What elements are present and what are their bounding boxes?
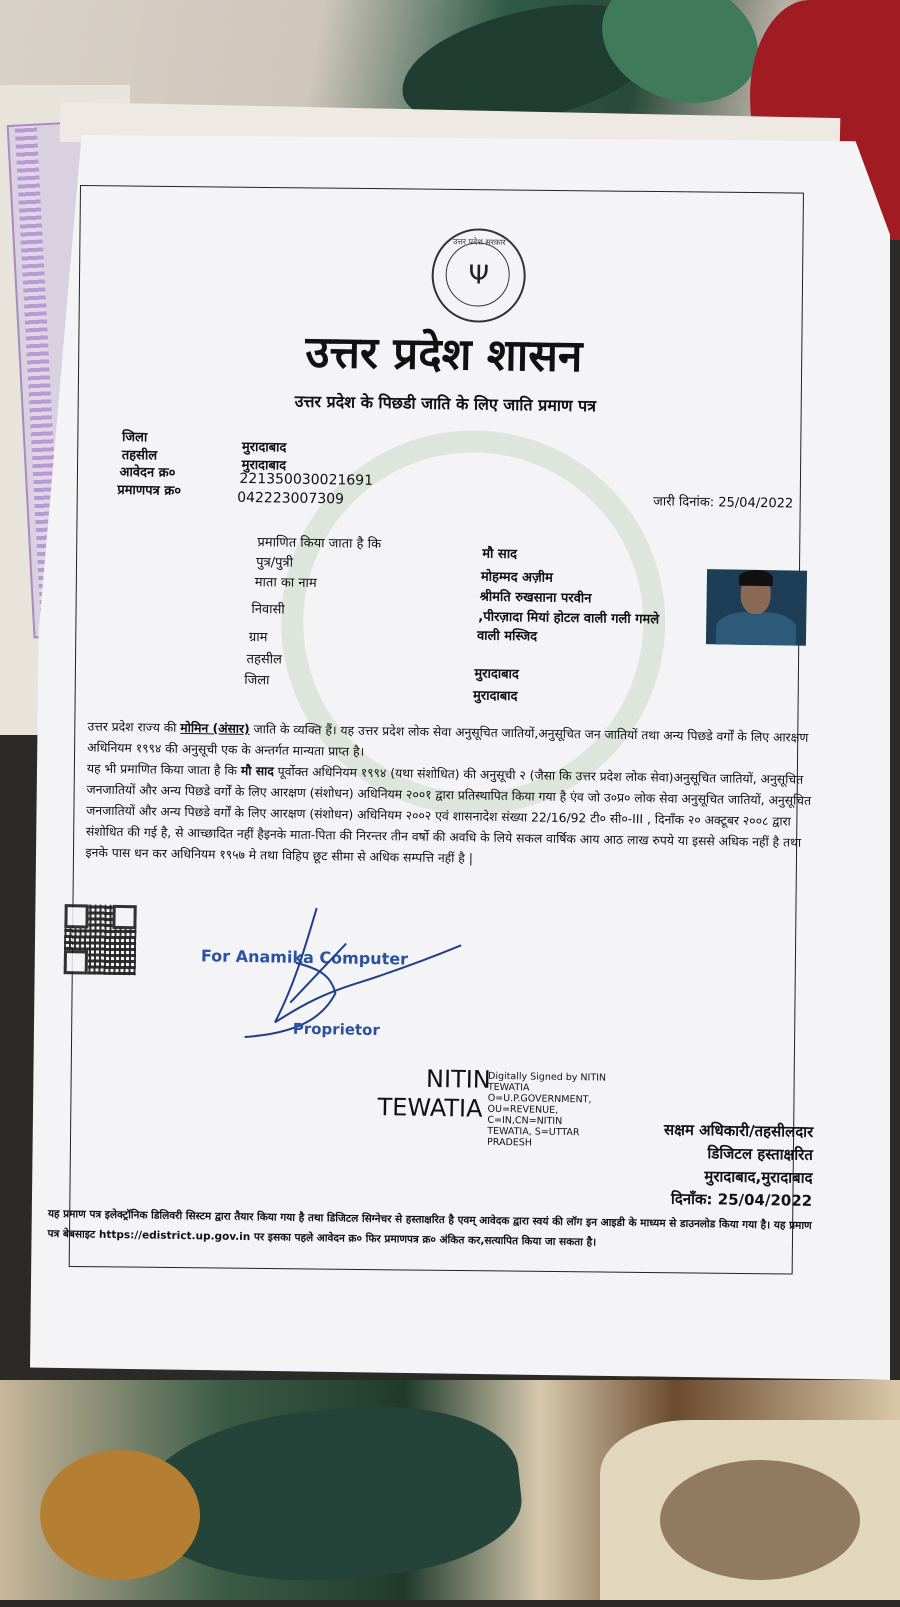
residence-address-line1: ,पीरज़ादा मियां होटल वाली गली गमले [478,609,660,628]
authority-designation: सक्षम अधिकारी/तहसीलदार [663,1120,814,1141]
stamp-proprietor: Proprietor [292,1019,380,1040]
mother-name: श्रीमति रुखसाना परवीन [479,589,592,607]
son-daughter-label: पुत्र/पुत्री [256,555,294,571]
authority-digital-signed: डिजिटल हस्ताक्षरित [707,1144,814,1164]
holder-name-inline: मौ साद [240,763,274,779]
applicant-photo [706,569,807,646]
tehsil-detail-value: मुरादाबाद [474,666,519,683]
footer-note: यह प्रमाण पत्र इलेक्ट्रॉनिक डिलिवरी सिस्टम द्वारा तैयार किया गया है तथा डिजिटल सिग्नेचर से हस्ताक्षरित है एवम् आवेदक द्वारा स्वयं की लॉग इन आइडी के माध्यम से डाउनलोड किया गया है। यह प्रमाण पत्र बेबसाइट https://edistrict.up.gov.in पर इसका पहले आवेदन क्र० फिर प्रमाणपत्र क्र० अंकित कर,सत्यापित किया जा सकता है। [47,1207,812,1249]
issue-date: जारी दिनांक: 25/04/2022 [653,494,794,512]
district-label: जिला [121,429,148,446]
authority-location: मुरादाबाद,मुरादाबाद [704,1167,813,1187]
tehsil-value: मुरादाबाद [241,457,287,474]
village-label: ग्राम [248,629,268,646]
certificate-body [85,716,815,874]
caste-name: मोमिन (अंसार) [180,720,250,737]
state-emblem-icon: उत्तर प्रदेश सरकार Ψ [431,228,526,323]
certificate-subtitle: उत्तर प्रदेश के पिछडी जाति के लिए जाति प्रमाण पत्र [294,391,597,416]
application-number: 221350030021691 [239,470,374,489]
mother-label: माता का नाम [254,575,317,592]
district-detail-value: मुरादाबाद [472,688,518,705]
authority-date: दिनाँक: 25/04/2022 [670,1189,813,1210]
issuing-authority [632,1118,813,1213]
residence-label: निवासी [251,602,285,618]
body-text: यह भी प्रमाणित किया जाता है कि [86,761,242,778]
district-detail-label: जिला [244,672,270,689]
qr-code [64,904,137,975]
application-label: आवेदन क्र० [119,464,176,481]
holder-name: मौ साद [482,546,518,563]
body-text: उत्तर प्रदेश राज्य की [87,719,181,735]
stamp-for-text: For Anamika Computer [200,946,409,969]
signer-name-first: NITIN [425,1064,491,1094]
body-text: पूर्वोक्त अधिनियम १९९४ (यथा संशोधित) की अनुसूची २ (जैसा कि उत्तर प्रदेश लोक सेवा)अनुसूचित जातियों, अनुसूचित जनजातियों और अन्य पिछडे वर्गों के लिए आरक्षण (संशोधन) अधिनियम २००१ द्वारा प्रतिस्थापित किया गया है एंव जो उ०प्र० लोक सेवा अनुसूचित जातियों, अनुसूचित जनजातियों और अन्य पिछडे वर्गों के लिए आरक्षण (संशोधन) अधिनियम २००२ एवं शासनादेश संख्या 22/16/92 टी० सी०-III , दिनाँक २० अक्टूबर २००८ द्वारा संशोधित की गई है, से आच्छादित नहीं हैइनके माता-पिता की निरन्तर तीन वर्षो की अवधि के लिये सकल वार्षिक आय आठ लाख रुपये या इससे अधिक नहीं है तथा इनके पास धन कर अधिनियम १९५७ मे तथा विहिप छूट सीमा से अधिक सम्पत्ति नहीं है | [85,764,812,866]
father-name: मोहम्मद अज़ीम [480,569,553,586]
tehsil-label: तहसील [121,447,158,464]
certificate-number-label: प्रमाणपत्र क्र० [117,482,182,499]
tehsil-detail-label: तहसील [246,651,283,668]
certify-label: प्रमाणित किया जाता है कि [257,535,382,553]
residence-address-line2: वाली मस्जिद [476,628,538,645]
body-text: जाति के व्यक्ति हैं। यह उत्तर प्रदेश लोक सेवा अनुसूचित जातियों,अनुसूचित जन जातियों तथा अन्य पिछडे वर्गों के लिए आरक्षण अधिनियम १९९४ की अनुसूची एक के अन्तर्गत मान्यता प्राप्त है। [87,722,809,759]
signer-name-last: TEWATIA [377,1093,483,1123]
certificate-number: 042223007309 [237,489,345,508]
page-title: उत्तर प्रदेश शासन [305,326,583,383]
digital-signature-details: Digitally Signed by NITIN TEWATIA O=U.P.GOVERNMENT, OU=REVENUE, C=IN,CN=NITIN TEWATIA, S=UTTAR PRADESH [486,1070,607,1149]
district-value: मुरादाबाद [241,439,287,456]
